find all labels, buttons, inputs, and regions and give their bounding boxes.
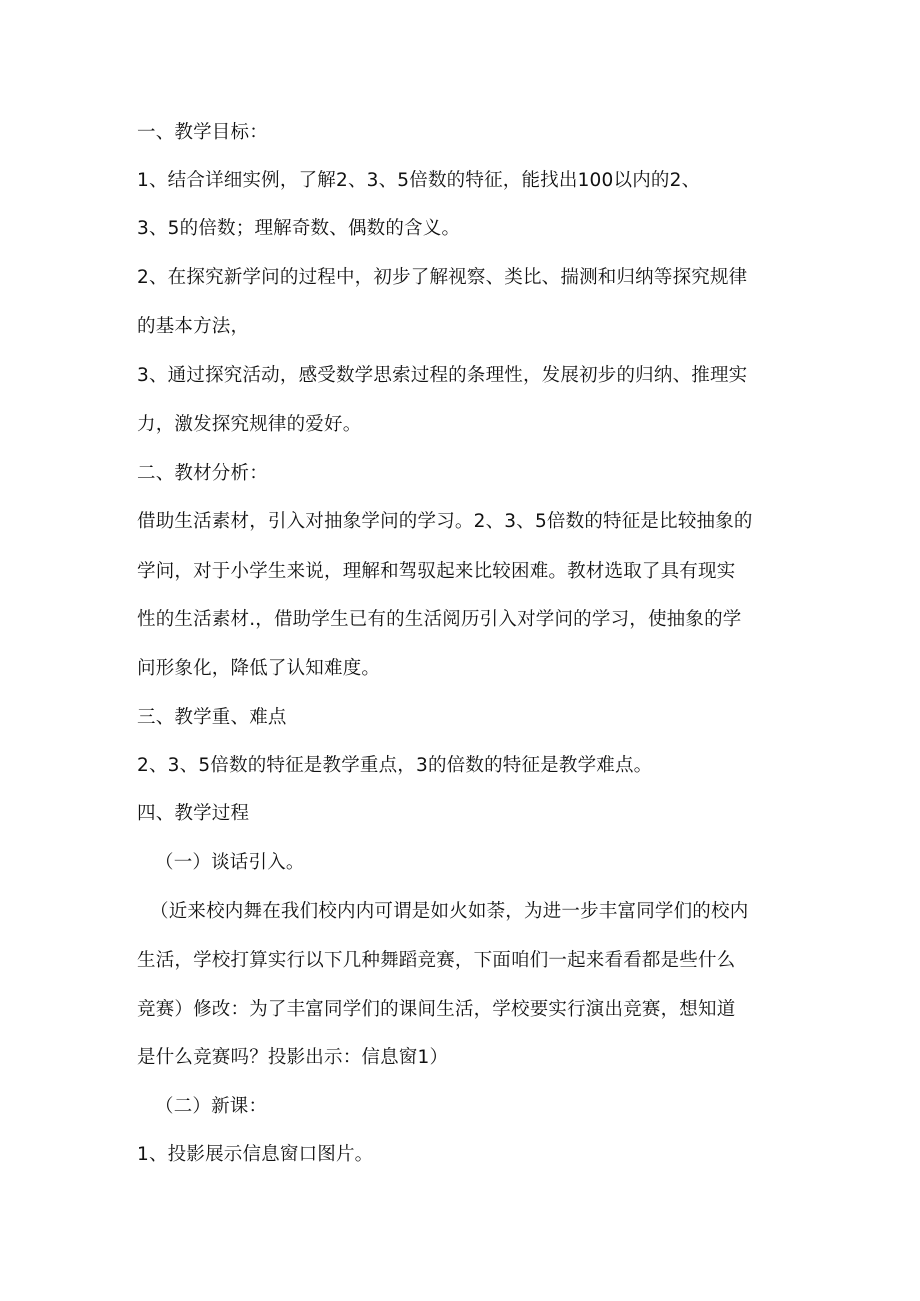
paragraph-line: 性的生活素材.，借助学生已有的生活阅历引入对学问的学习，使抽象的学 [137, 609, 742, 630]
paragraph-line: 竞赛）修改：为了丰富同学们的课间生活，学校要实行演出竞赛，想知道 [137, 999, 736, 1020]
heading-key-points: 三、教学重、难点 [137, 707, 287, 728]
paragraph-line: 借助生活素材，引入对抽象学问的学习。2、3、5倍数的特征是比较抽象的 [137, 511, 753, 532]
paragraph-line: 3、通过探究活动，感受数学思索过程的条理性，发展初步的归纳、推理实 [137, 365, 748, 386]
paragraph-line: 学问，对于小学生来说，理解和驾驭起来比较困难。教材选取了具有现实 [137, 561, 736, 582]
paragraph-line: 3、5的倍数；理解奇数、偶数的含义。 [137, 218, 461, 239]
heading-material-analysis: 二、教材分析： [137, 463, 268, 484]
paragraph-line: 2、在探究新学问的过程中，初步了解视察、类比、揣测和归纳等探究规律 [137, 267, 748, 288]
paragraph-line: 的基本方法， [137, 316, 250, 337]
paragraph-line: 2、3、5倍数的特征是教学重点，3的倍数的特征是教学难点。 [137, 755, 653, 776]
subheading-new-lesson: （二）新课： [155, 1096, 268, 1117]
paragraph-line: 问形象化，降低了认知难度。 [137, 658, 381, 679]
paragraph-line: 1、结合详细实例，了解2、3、5倍数的特征，能找出100以内的2、 [137, 170, 701, 191]
heading-teaching-process: 四、教学过程 [137, 803, 250, 824]
heading-teaching-goals: 一、教学目标： [137, 122, 268, 143]
subheading-intro: （一）谈话引入。 [155, 852, 305, 873]
paragraph-line: 是什么竞赛吗？投影出示：信息窗1） [137, 1047, 449, 1068]
paragraph-line: 力，激发探究规律的爱好。 [137, 414, 362, 435]
paragraph-line: 1、投影展示信息窗口图片。 [137, 1144, 374, 1165]
paragraph-line: （近来校内舞在我们校内内可谓是如火如荼，为进一步丰富同学们的校内 [150, 901, 749, 922]
paragraph-line: 生活，学校打算实行以下几种舞蹈竞赛，下面咱们一起来看看都是些什么 [137, 950, 736, 971]
